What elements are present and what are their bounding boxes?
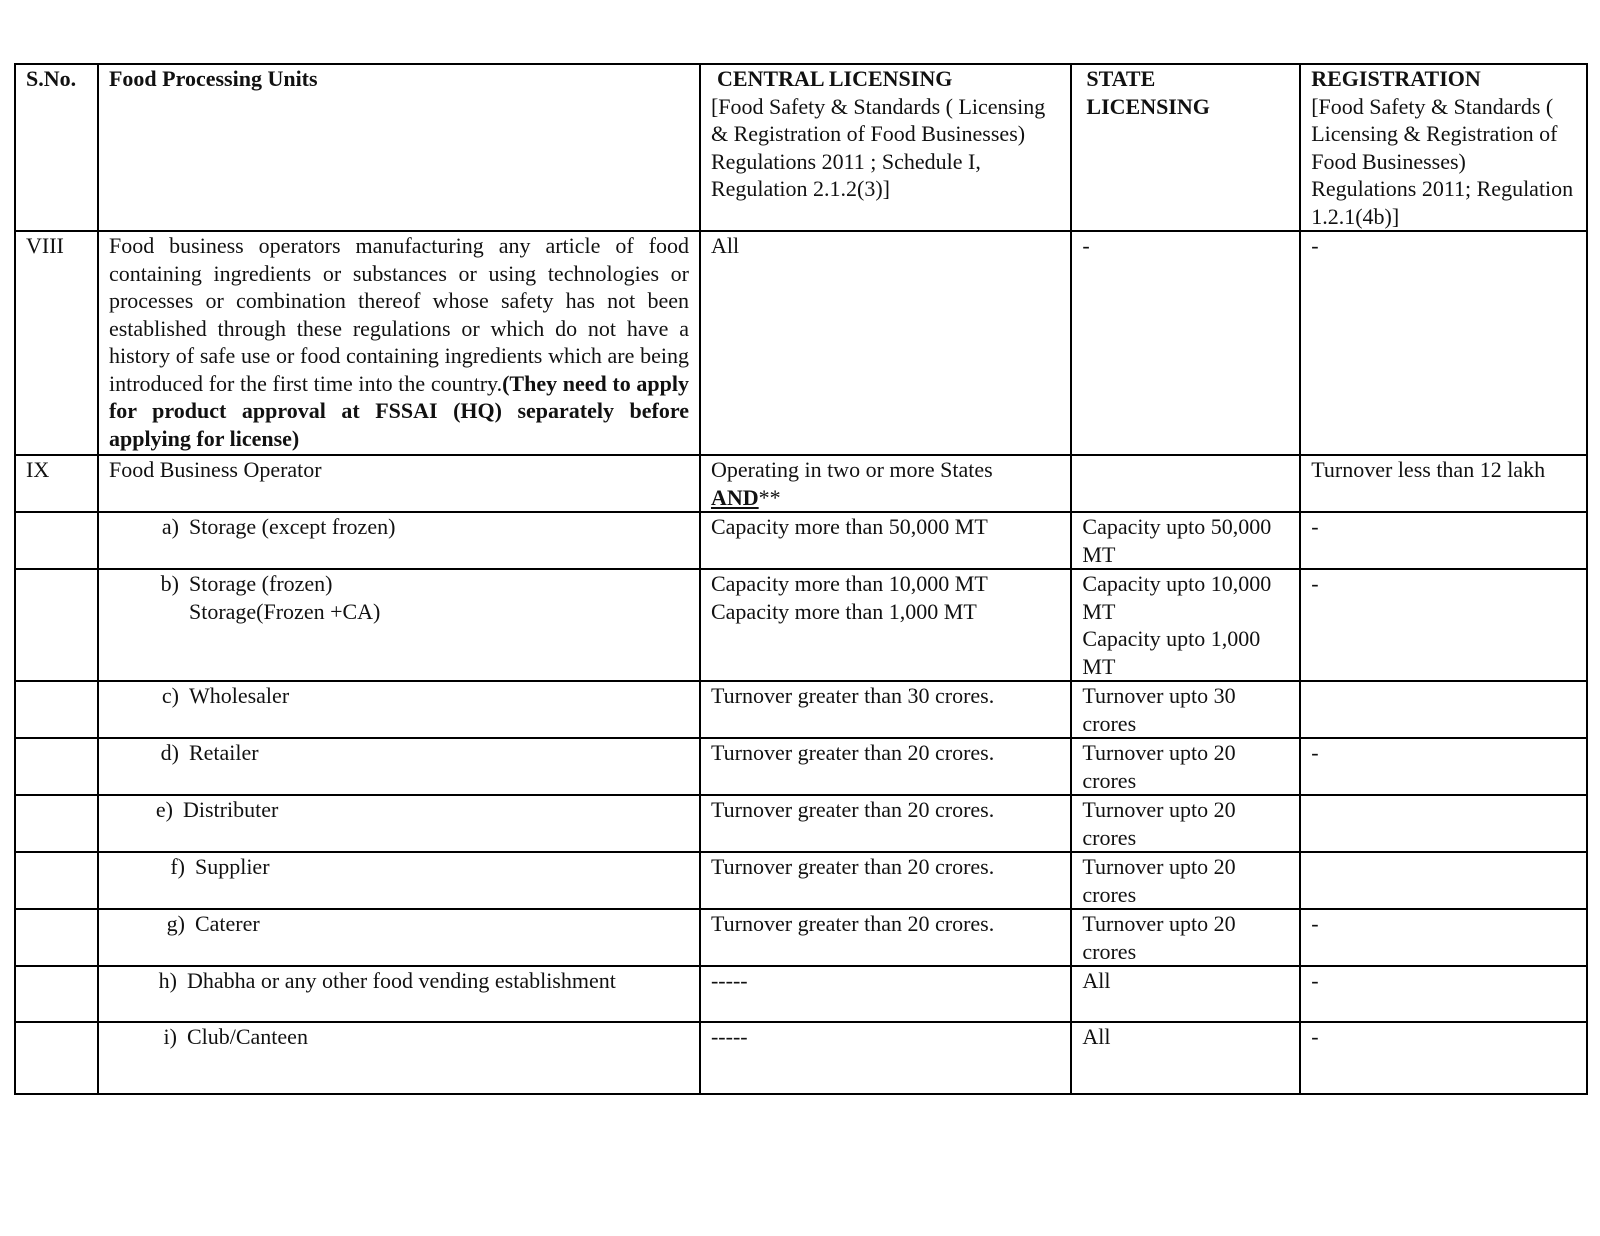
sub-label: h) bbox=[158, 968, 177, 993]
registration-text: - bbox=[1311, 514, 1319, 539]
sub-label: g) bbox=[166, 911, 185, 936]
cell-registration bbox=[1300, 455, 1587, 512]
cell-state bbox=[1071, 966, 1300, 1022]
cell-state bbox=[1071, 455, 1300, 512]
cell-unit bbox=[98, 909, 700, 966]
central-text: Turnover greater than 20 crores. bbox=[710, 740, 995, 765]
cell-registration bbox=[1300, 852, 1587, 909]
header-sno-text: S.No. bbox=[26, 66, 77, 91]
cell-central bbox=[700, 909, 1071, 966]
cell-registration bbox=[1300, 231, 1587, 455]
unit-text: Club/Canteen bbox=[186, 1024, 308, 1049]
header-units bbox=[98, 64, 700, 231]
state-text: All bbox=[1082, 968, 1111, 993]
cell-state bbox=[1071, 1022, 1300, 1094]
header-central bbox=[700, 64, 1071, 231]
cell-unit bbox=[98, 569, 700, 681]
sno-text: VIII bbox=[26, 233, 64, 258]
registration-text: - bbox=[1311, 968, 1319, 993]
unit-text-2: Storage(Frozen +CA) bbox=[188, 598, 381, 624]
cell-central bbox=[700, 1022, 1071, 1094]
central-text: Turnover greater than 20 crores. bbox=[710, 854, 995, 879]
cell-sno bbox=[15, 569, 98, 681]
state-text: Turnover upto 20 crores bbox=[1082, 911, 1236, 964]
unit-text: Caterer bbox=[194, 911, 260, 936]
cell-central bbox=[700, 512, 1071, 569]
cell-registration bbox=[1300, 569, 1587, 681]
cell-unit bbox=[98, 1022, 700, 1094]
central-text: All bbox=[710, 233, 740, 258]
cell-sno bbox=[15, 512, 98, 569]
state-text: Turnover upto 20 crores bbox=[1082, 854, 1236, 907]
table-row-viii bbox=[15, 231, 1587, 455]
state-text: Turnover upto 20 crores bbox=[1082, 797, 1236, 850]
cell-central bbox=[700, 455, 1071, 512]
central-text: ----- bbox=[710, 1024, 748, 1049]
unit-text: Wholesaler bbox=[188, 683, 290, 708]
unit-text: Food Business Operator bbox=[108, 457, 322, 482]
table-row-c bbox=[15, 681, 1587, 738]
sub-label: e) bbox=[155, 797, 173, 822]
state-text-2: Capacity upto 1,000 MT bbox=[1082, 626, 1261, 679]
cell-sno bbox=[15, 909, 98, 966]
state-text: Capacity upto 10,000 MT bbox=[1082, 571, 1272, 624]
cell-unit bbox=[98, 231, 700, 455]
cell-state bbox=[1071, 231, 1300, 455]
cell-state bbox=[1071, 681, 1300, 738]
unit-approval-note: (They need to apply for product approval at FSSAI (HQ) separately before applying for license) bbox=[108, 370, 689, 451]
central-text: Operating in two or more States bbox=[710, 457, 993, 482]
cell-central bbox=[700, 795, 1071, 852]
unit-text: Supplier bbox=[194, 854, 270, 879]
header-state-title: STATE LICENSING bbox=[1086, 66, 1210, 119]
cell-sno bbox=[15, 795, 98, 852]
cell-unit bbox=[98, 966, 700, 1022]
central-text: Turnover greater than 20 crores. bbox=[710, 797, 995, 822]
registration-text: - bbox=[1311, 911, 1319, 936]
central-text: Turnover greater than 30 crores. bbox=[710, 683, 995, 708]
cell-unit bbox=[98, 681, 700, 738]
header-central-ref: [Food Safety & Standards ( Licensing & Registration of Food Businesses) Regulations 2011 ; Schedule I, Regulation 2.1.2(3)] bbox=[710, 93, 1046, 201]
cell-central bbox=[700, 569, 1071, 681]
cell-registration bbox=[1300, 966, 1587, 1022]
table-row-h bbox=[15, 966, 1587, 1022]
table-row-d bbox=[15, 738, 1587, 795]
licensing-table bbox=[14, 63, 1588, 1095]
cell-sno bbox=[15, 852, 98, 909]
cell-sno bbox=[15, 966, 98, 1022]
unit-text: Distributer bbox=[182, 797, 279, 822]
sub-label: d) bbox=[160, 740, 179, 765]
table-row-b bbox=[15, 569, 1587, 681]
central-text: Turnover greater than 20 crores. bbox=[710, 911, 995, 936]
central-text: Capacity more than 10,000 MT bbox=[710, 571, 988, 596]
table-row-g bbox=[15, 909, 1587, 966]
registration-text: Turnover less than 12 lakh bbox=[1311, 457, 1546, 482]
cell-registration bbox=[1300, 512, 1587, 569]
state-text: Turnover upto 30 crores bbox=[1082, 683, 1236, 736]
cell-state bbox=[1071, 738, 1300, 795]
cell-unit bbox=[98, 795, 700, 852]
cell-central bbox=[700, 231, 1071, 455]
central-stars: ** bbox=[758, 484, 781, 510]
cell-unit bbox=[98, 738, 700, 795]
sub-label: f) bbox=[170, 854, 185, 879]
cell-unit bbox=[98, 512, 700, 569]
sub-label: i) bbox=[163, 1024, 177, 1049]
cell-central bbox=[700, 681, 1071, 738]
header-registration bbox=[1300, 64, 1587, 231]
cell-sno bbox=[15, 455, 98, 512]
header-row bbox=[15, 64, 1587, 231]
cell-unit bbox=[98, 455, 700, 512]
unit-description: Food business operators manufacturing any article of food containing ingredients or substances or using technologies or processes or combination thereof whose safety has not been established through these regulations or which do not have a history of safe use or food containing ingredients which are being introduced for the first time into the country. bbox=[108, 233, 689, 396]
table-row-ix bbox=[15, 455, 1587, 512]
state-text: - bbox=[1082, 233, 1090, 258]
cell-registration bbox=[1300, 1022, 1587, 1094]
registration-text: - bbox=[1311, 1024, 1319, 1049]
sub-label: a) bbox=[161, 514, 179, 539]
cell-sno bbox=[15, 738, 98, 795]
header-units-text: Food Processing Units bbox=[108, 66, 318, 91]
unit-text: Dhabha or any other food vending establishment bbox=[186, 968, 616, 993]
cell-state bbox=[1071, 795, 1300, 852]
central-text-2: Capacity more than 1,000 MT bbox=[710, 598, 977, 624]
central-text: ----- bbox=[710, 968, 748, 993]
cell-state bbox=[1071, 569, 1300, 681]
header-registration-ref: [Food Safety & Standards ( Licensing & Registration of Food Businesses) Regulations 2011; Regulation 1.2.1(4b)] bbox=[1311, 93, 1574, 229]
central-text: Capacity more than 50,000 MT bbox=[710, 514, 988, 539]
header-sno bbox=[15, 64, 98, 231]
table-row-e bbox=[15, 795, 1587, 852]
state-text: Turnover upto 20 crores bbox=[1082, 740, 1236, 793]
sno-text: IX bbox=[26, 457, 50, 482]
cell-state bbox=[1071, 512, 1300, 569]
unit-text: Storage (except frozen) bbox=[188, 514, 396, 539]
cell-registration bbox=[1300, 909, 1587, 966]
cell-sno bbox=[15, 231, 98, 455]
cell-registration bbox=[1300, 795, 1587, 852]
cell-central bbox=[700, 852, 1071, 909]
cell-central bbox=[700, 966, 1071, 1022]
cell-sno bbox=[15, 1022, 98, 1094]
registration-text: - bbox=[1311, 740, 1319, 765]
table-row-a bbox=[15, 512, 1587, 569]
header-registration-title: REGISTRATION bbox=[1311, 66, 1481, 91]
table-row-f bbox=[15, 852, 1587, 909]
central-and: AND bbox=[710, 484, 759, 510]
unit-text: Retailer bbox=[188, 740, 259, 765]
header-central-title: CENTRAL LICENSING bbox=[716, 66, 953, 91]
registration-text: - bbox=[1311, 233, 1319, 258]
state-text: All bbox=[1082, 1024, 1111, 1049]
cell-sno bbox=[15, 681, 98, 738]
cell-state bbox=[1071, 852, 1300, 909]
state-text: Capacity upto 50,000 MT bbox=[1082, 514, 1272, 567]
cell-central bbox=[700, 738, 1071, 795]
cell-registration bbox=[1300, 681, 1587, 738]
cell-state bbox=[1071, 909, 1300, 966]
sub-label: c) bbox=[161, 683, 179, 708]
table-row-i bbox=[15, 1022, 1587, 1094]
header-state bbox=[1071, 64, 1300, 231]
cell-registration bbox=[1300, 738, 1587, 795]
cell-unit bbox=[98, 852, 700, 909]
registration-text: - bbox=[1311, 571, 1319, 596]
sub-label: b) bbox=[160, 571, 179, 596]
unit-text: Storage (frozen) bbox=[188, 571, 333, 596]
